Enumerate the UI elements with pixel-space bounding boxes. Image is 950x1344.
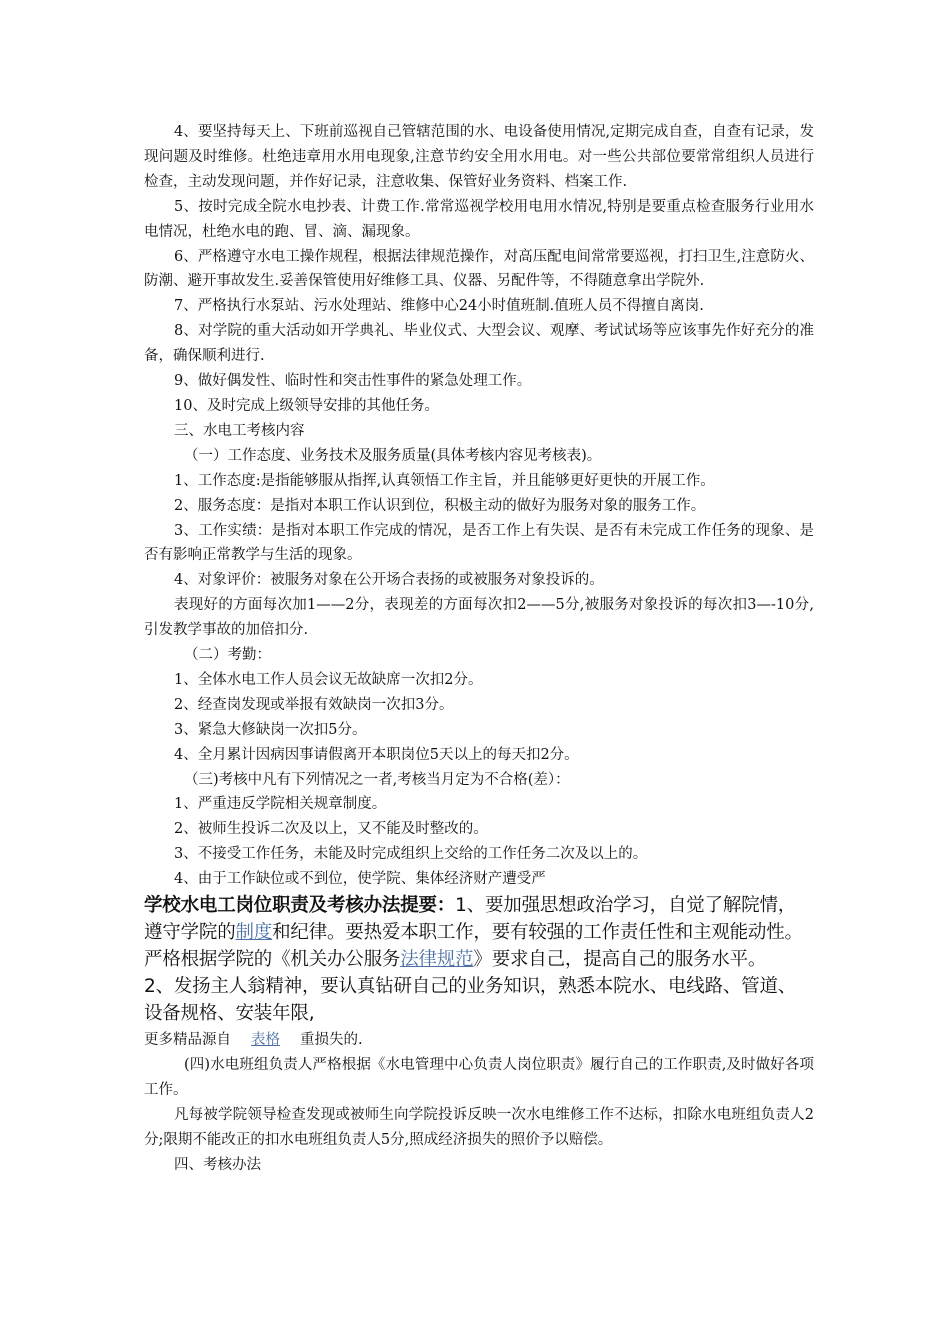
item-attendance-3: 3、紧急大修缺岗一次扣5分。 [174, 721, 367, 738]
paragraph-penalty: 凡每被学院领导检查发现或被师生向学院投诉反映一次水电维修工作不达标，扣除水电班组负责人2分;限期不能改正的扣水电班组负责人5分,照成经济损失的照价予以赔偿。 [144, 1106, 814, 1148]
subsection-attendance: （二）考勤： [184, 647, 271, 664]
paragraph-duty-9: 9、做好偶发性、临时性和突击性事件的紧急处理工作。 [174, 373, 532, 390]
item-object-evaluation: 4、对象评价：被服务对象在公开场合表扬的或被服务对象投诉的。 [174, 572, 604, 589]
link-table[interactable]: 表格 [251, 1032, 280, 1049]
item-unqualified-4: 4、由于工作缺位或不到位，使学院、集体经济财产遭受严 [174, 871, 546, 888]
more-source-line [144, 1027, 814, 1053]
summary-text-1: 1、要加强思想政治学习，自觉了解院情，遵守学院的 [144, 895, 797, 944]
more-source-prefix: 更多精品源自 [144, 1032, 231, 1049]
paragraph-duty-4: 4、要坚持每天上、下班前巡视自己管辖范围的水、电设备使用情况,定期完成自查，自查有记录，发现问题及时维修。杜绝违章用水用电现象,注意节约安全用水用电。对一些公共部位要常常组织人员进行检查，主动发现问题，并作好记录，注意收集、保管好业务资料、档案工作. [144, 124, 814, 190]
item-unqualified-1: 1、严重违反学院相关规章制度。 [174, 796, 387, 813]
paragraph-duty-5: 5、按时完成全院水电抄表、计费工作.常常巡视学校用电用水情况,特别是要重点检查服务行业用水电情况，杜绝水电的跑、冒、滴、漏现象。 [144, 198, 814, 240]
item-attendance-4: 4、全月累计因病因事请假离开本职岗位5天以上的每天扣2分。 [174, 746, 579, 763]
summary-text-2: 和纪律。要热爱本职工作，要有较强的工作责任性和主观能动性。严格根据学院的《机关办公服务 [144, 922, 803, 971]
section-heading-assessment: 三、水电工考核内容 [174, 422, 305, 439]
item-attendance-1: 1、全体水电工作人员会议无故缺席一次扣2分。 [174, 671, 483, 688]
item-unqualified-3: 3、不接受工作任务，未能及时完成组织上交给的工作任务二次及以上的。 [174, 846, 648, 863]
item-service-attitude: 2、服务态度：是指对本职工作认识到位，积极主动的做好为服务对象的服务工作。 [174, 497, 706, 514]
item-attendance-2: 2、经查岗发现或举报有效缺岗一次扣3分。 [174, 696, 454, 713]
more-source-suffix: 重损失的. [300, 1032, 363, 1049]
item-work-performance: 3、工作实绩：是指对本职工作完成的情况，是否工作上有失误、是否有未完成工作任务的现象、是否有影响正常教学与生活的现象。 [144, 522, 814, 564]
paragraph-duty-8: 8、对学院的重大活动如开学典礼、毕业仪式、大型会议、观摩、考试试场等应该事先作好充分的准备，确保顺利进行. [144, 323, 814, 365]
section-heading-method: 四、考核办法 [174, 1156, 261, 1173]
item-unqualified-2: 2、被师生投诉二次及以上，又不能及时整改的。 [174, 821, 488, 838]
link-rules[interactable]: 制度 [235, 922, 273, 944]
paragraph-team-leader: (四)水电班组负责人严格根据《水电管理中心负责人岗位职责》履行自己的工作职责,及时做好各项工作。 [144, 1057, 814, 1098]
link-legal-norms[interactable]: 法律规范 [400, 949, 474, 971]
item-work-attitude: 1、工作态度:是指能够服从指挥,认真领悟工作主旨，并且能够更好更快的开展工作。 [174, 472, 715, 489]
summary-block [144, 892, 814, 973]
summary-line-2: 2、发扬主人翁精神，要认真钻研自己的业务知识，熟悉本院水、电线路、管道、设备规格、安装年限, [144, 976, 797, 1025]
paragraph-duty-10: 10、及时完成上级领导安排的其他任务。 [174, 397, 439, 414]
paragraph-duty-6: 6、严格遵守水电工操作规程，根据法律规范操作，对高压配电间常常要巡视，打扫卫生,注意防火、防潮、避开事故发生.妥善保管使用好维修工具、仪器、另配件等，不得随意拿出学院外. [144, 248, 814, 290]
subsection-unqualified: （三)考核中凡有下列情况之一者,考核当月定为不合格(差）： [184, 771, 570, 788]
paragraph-scoring: 表现好的方面每次加1——2分，表现差的方面每次扣2——5分,被服务对象投诉的每次扣3—-10分,引发教学事故的加倍扣分. [144, 597, 814, 639]
summary-text-3: 》要求自己，提高自己的服务水平。 [473, 949, 767, 971]
document-page [144, 120, 814, 1178]
subsection-attitude: （一）工作态度、业务技术及服务质量(具体考核内容见考核表)。 [184, 447, 602, 464]
summary-title: 学校水电工岗位职责及考核办法提要： [144, 895, 456, 917]
paragraph-duty-7: 7、严格执行水泵站、污水处理站、维修中心24小时值班制.值班人员不得擅自离岗. [174, 298, 704, 315]
